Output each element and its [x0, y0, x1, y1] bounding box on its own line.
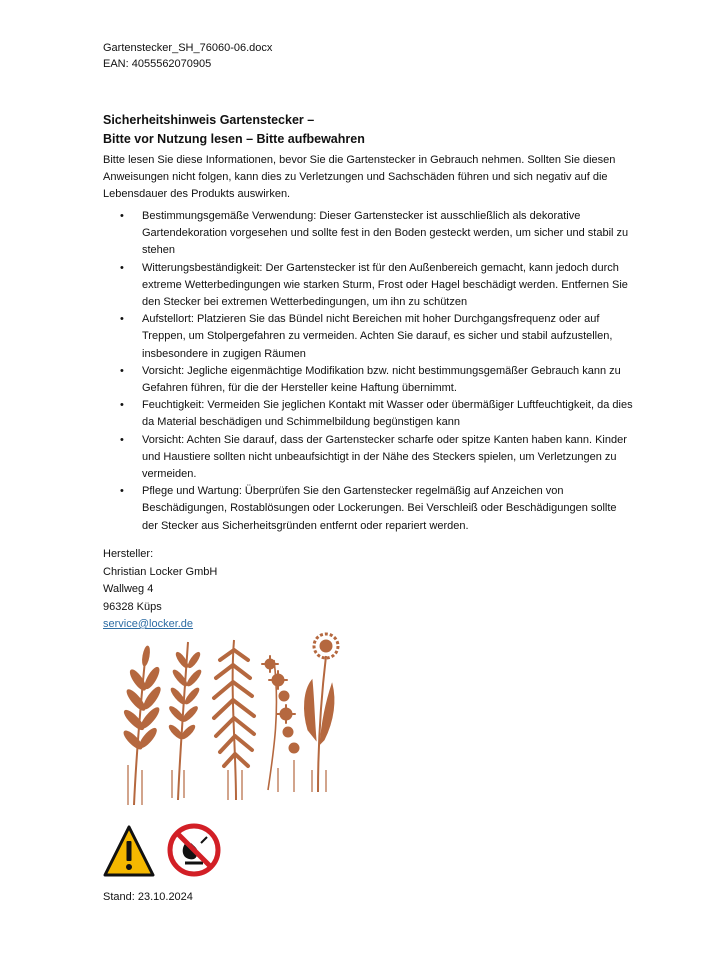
manufacturer-company: Christian Locker GmbH [103, 565, 218, 578]
list-item [103, 260, 633, 312]
list-item-text: Feuchtigkeit: Vermeiden Sie jeglichen Kontakt mit Wasser oder übermäßiger Luftfeuchtigkeit, da dies da Material beschädigen und Schimmelbildung begünstigen kann [142, 399, 633, 429]
plant-leaf-branch-icon [122, 646, 163, 805]
manufacturer-street: Wallweg 4 [103, 583, 154, 595]
plant-allium-icon [305, 634, 338, 792]
bullet: • [120, 485, 124, 498]
manufacturer-city: 96328 Küps [103, 600, 162, 613]
warning-triangle-icon [105, 827, 153, 875]
rust-garden-plants-icon [108, 620, 348, 812]
manufacturer-email-link[interactable]: service@locker.de [103, 618, 194, 630]
plant-flower-chain-icon [262, 656, 299, 792]
list-item [103, 397, 633, 431]
plant-fern-icon [214, 640, 254, 800]
page-title [103, 111, 365, 149]
bullet: • [120, 210, 124, 222]
file-name: Gartenstecker_SH_76060-06.docx [103, 42, 273, 54]
list-item-text: Witterungsbeständigkeit: Der Gartenstecker ist für den Außenbereich gemacht, kann jedoch durch extreme Wetterbedingungen wie starken Sturm, Frost oder Hagel beschädigt werden. Entfernen Sie den Stecker bei extremen Wetterbedingungen, um ihn zu schützen [142, 261, 628, 309]
bullet: • [120, 313, 124, 326]
list-item-text: Aufstellort: Platzieren Sie das Bündel nicht Bereichen mit hoher Durchgangsfrequenz oder auf Treppen, um Stolpergefahren zu vermeiden. Achten Sie darauf, es sicher und stabil aufzustellen, insbesondere in zugigen Räumen [142, 313, 613, 360]
bullet: • [120, 399, 124, 412]
safety-rules-list [103, 208, 633, 535]
list-item [103, 311, 633, 363]
title-line-1: Sicherheitshinweis Gartenstecker – [103, 113, 315, 127]
list-item-text: Vorsicht: Jegliche eigenmächtige Modifikation bzw. nicht bestimmungsgemäßer Gebrauch kann zu Gefahren führen, für die der Hersteller keine Haftung übernimmt. [142, 364, 621, 395]
title-line-2: Bitte vor Nutzung lesen – Bitte aufbewahren [103, 132, 365, 146]
plant-wheat-icon [168, 642, 203, 800]
bullet: • [120, 261, 124, 274]
ean-code: EAN: 4055562070905 [103, 58, 212, 70]
bullet: • [120, 433, 124, 446]
list-item-text: Pflege und Wartung: Überprüfen Sie den Gartenstecker regelmäßig auf Anzeichen von Beschädigungen, Rostablösungen oder Lockerungen. Bei Verschleiß oder Beschädigungen sollte der Stecker aus Sicherheitsgründen entfernt oder repariert werden. [142, 485, 617, 532]
list-item-text: Bestimmungsgemäße Verwendung: Dieser Gartenstecker ist ausschließlich als dekorative Gartendekoration vorgesehen und sollte fest in den Boden gesteckt werden, um sicher und stabil zu stehen [142, 210, 629, 257]
intro-paragraph: Bitte lesen Sie diese Informationen, bevor Sie die Gartenstecker in Gebrauch nehmen. Sollten Sie diesen Anweisungen nicht folgen, kann dies zu Verletzungen und Sachschäden führen und sich negativ auf die Lebensdauer des Produkts auswirken. [103, 154, 616, 200]
list-item [103, 483, 633, 535]
no-open-fire-icon [170, 826, 218, 874]
bullet: • [120, 364, 124, 377]
list-item [103, 432, 633, 484]
warning-icons [101, 823, 231, 881]
list-item [103, 363, 633, 397]
list-item-text: Vorsicht: Achten Sie darauf, dass der Gartenstecker scharfe oder spitze Kanten haben kann. Kinder und Haustiere sollten nicht unbeaufsichtigt in der Nähe des Steckers spielen, um Verletzungen zu vermeiden. [142, 433, 627, 481]
document-meta [103, 40, 272, 72]
revision-date: Stand: 23.10.2024 [103, 891, 193, 903]
manufacturer-label: Hersteller: [103, 548, 154, 560]
list-item [103, 208, 633, 260]
